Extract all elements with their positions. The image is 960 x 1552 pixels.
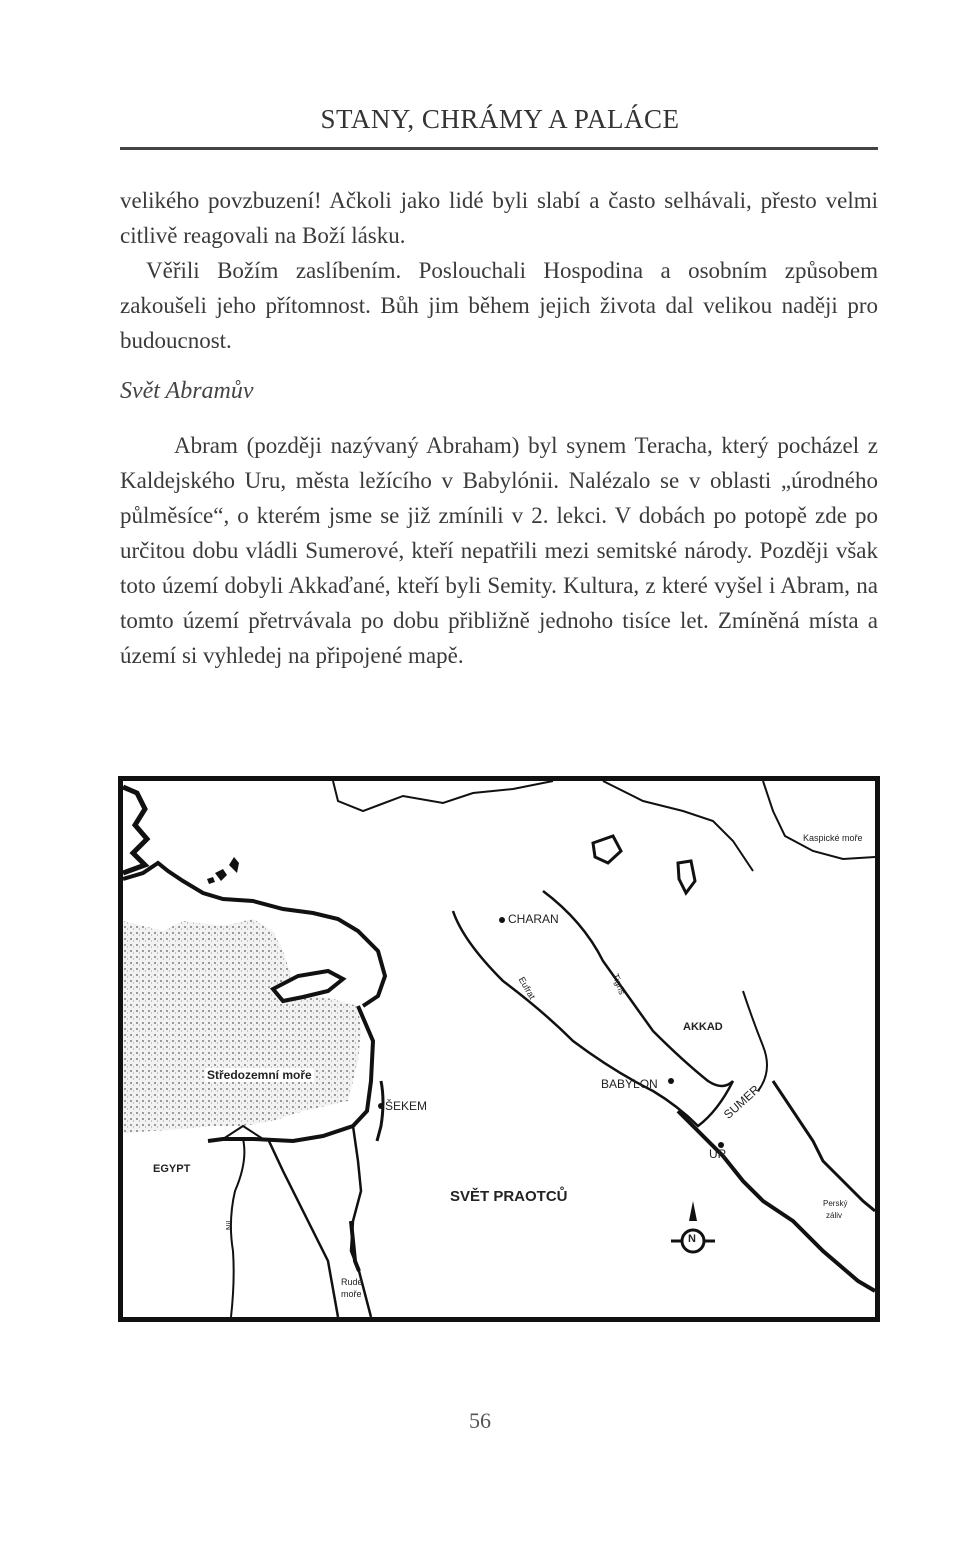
paragraph-1: velikého povzbuzení! Ačkoli jako lidé byli slabí a často selhávali, přesto velmi citlivě reagovali na Boží lásku. — [120, 188, 878, 248]
map-drawing — [123, 781, 875, 1317]
island-rhodes — [215, 869, 227, 881]
city-dot-icon — [499, 917, 505, 923]
label-red-sea-1: Rudé — [341, 1277, 363, 1287]
compass-letter: N — [688, 1233, 696, 1245]
label-persian-gulf-2: záliv — [826, 1211, 843, 1220]
label-mediterranean: Středozemní moře — [207, 1068, 312, 1082]
gulf-aqaba — [351, 1221, 359, 1271]
label-egypt: EGYPT — [153, 1163, 191, 1175]
island-dots — [207, 877, 215, 884]
running-header: STANY, CHRÁMY A PALÁCE — [320, 104, 680, 134]
label-nil: Nil — [225, 1220, 235, 1231]
tigris-river — [543, 891, 733, 1086]
mountain-line — [603, 781, 753, 871]
paragraph-3: Abram (později nazývaný Abraham) byl synem Teracha, který pocházel z Kaldejského Uru, města ležícího v Babylónii. Nalézalo se v oblasti „úrodného půlměsíce“, o kterém jsme se již zmínili v 2. lekci. V dobách po potopě zde po určitou dobu vládli Sumerové, kteří nepatřili mezi semitské národy. Později však toto území dobyli Akkaďané, kteří byli Semity. Kultura, z které vyšel i Abram, na tomto území přetrvávala po dobu přibližně jednoho tisíce let. Zmíněná místa a území si vyhledej na připojené mapě. — [120, 433, 878, 668]
label-ur: UR — [709, 1147, 727, 1161]
lake-van — [593, 836, 621, 863]
label-tigris: Tigris — [610, 972, 628, 996]
label-babylon: BABYLON — [601, 1077, 658, 1091]
label-eufrat: Eufrat — [516, 975, 538, 1001]
coast-red-sea-west — [268, 1139, 338, 1317]
label-akkad: AKKAD — [683, 1021, 723, 1033]
city-dot-icon — [378, 1103, 384, 1109]
city-dot-icon — [668, 1078, 674, 1084]
page-number: 56 — [469, 1408, 491, 1433]
caspian-coast — [763, 781, 875, 859]
map-figure — [118, 776, 880, 1322]
section-title: Svět Abramův — [120, 378, 254, 404]
label-caspian: Kaspické moře — [803, 833, 863, 843]
header-rule — [120, 147, 878, 150]
label-sumer: SUMER — [720, 1082, 763, 1122]
lake-urmia — [678, 861, 695, 893]
label-red-sea-2: moře — [341, 1289, 362, 1299]
mediterranean-sea — [123, 919, 361, 1133]
coast-greece — [123, 787, 147, 873]
island-small — [229, 857, 239, 873]
paragraph-2: Věřili Božím zaslíbením. Poslouchali Hospodina a osobním způsobem zakoušeli jeho přítomnost. Bůh jim během jejich života dal velikou naději pro budoucnost. — [120, 258, 878, 353]
label-charan: CHARAN — [508, 912, 559, 926]
zagros-river — [743, 991, 767, 1091]
coast-iran — [773, 1081, 875, 1211]
label-sekem: ŠEKEM — [385, 1099, 428, 1113]
jordan-river — [377, 1081, 383, 1141]
black-sea-coast — [333, 781, 553, 811]
map-title: SVĚT PRAOTCŮ — [450, 1188, 568, 1205]
label-persian-gulf-1: Perský — [823, 1199, 848, 1208]
